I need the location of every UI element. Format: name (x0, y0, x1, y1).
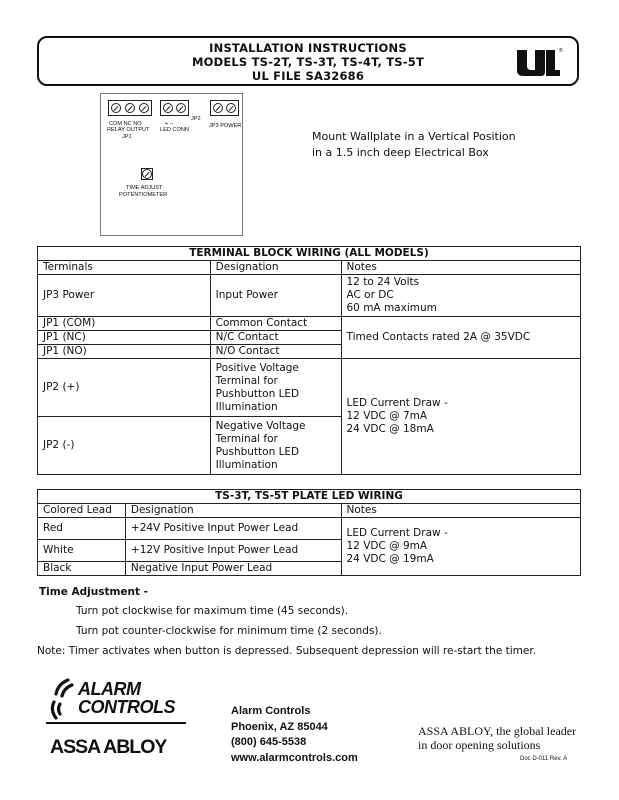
address-company: Alarm Controls (231, 705, 311, 717)
designation-cell: +24V Positive Input Power Lead (125, 518, 341, 540)
designation-cell: Input Power (210, 275, 341, 317)
note-line: AC or DC (346, 289, 394, 301)
designation-cell: +12V Positive Input Power Lead (125, 540, 341, 562)
potentiometer-knob-icon (142, 169, 152, 179)
note-line: 24 VDC @ 18mA (346, 423, 434, 435)
timer-note: Note: Timer activates when button is depressed. Subsequent depression will re-start the timer. (37, 645, 537, 657)
note-line: 12 VDC @ 7mA (346, 410, 428, 422)
led-note-cell (341, 359, 581, 475)
jp3-terminal-block (210, 100, 239, 116)
jp2-label: JP2 (191, 116, 201, 122)
designation-line: Pushbutton LED (215, 387, 300, 400)
designation-line: Positive Voltage (215, 361, 299, 374)
terminal-cell: JP1 (NC) (38, 331, 211, 345)
lead-cell: Black (38, 562, 126, 576)
header-ul-file: UL FILE SA32686 (251, 69, 365, 83)
time-adjustment-line-1: Turn pot clockwise for maximum time (45 seconds). (76, 605, 349, 617)
time-adjustment-line-2: Turn pot counter-clockwise for minimum time (2 seconds). (76, 625, 382, 637)
terminal-table-title: TERMINAL BLOCK WIRING (ALL MODELS) (38, 247, 581, 261)
designation-line: Pushbutton LED (215, 445, 300, 458)
contacts-note-cell: Timed Contacts rated 2A @ 35VDC (341, 317, 581, 359)
led-conn-label: LED CONN (160, 127, 189, 133)
mount-line-1: Mount Wallplate in a Vertical Position (312, 130, 516, 143)
designation-cell: Negative Input Power Lead (125, 562, 341, 576)
alarm-controls-logo (46, 676, 186, 724)
table-row (38, 275, 581, 317)
note-line: 12 to 24 Volts (346, 276, 420, 288)
designation-line: Illumination (215, 458, 278, 471)
designation-cell: N/C Contact (210, 331, 341, 345)
potentiometer (141, 168, 153, 180)
jp3-power-label: JP3 POWER (209, 123, 242, 129)
designation-cell (210, 417, 341, 475)
screw-icon (213, 103, 223, 113)
logo-word-alarm: ALARM (78, 679, 141, 699)
jp1-label: JP1 (122, 134, 132, 140)
address-city: Phoenix, AZ 85044 (231, 720, 328, 733)
header-colored-lead: Colored Lead (38, 504, 126, 518)
address-phone: (800) 645-5538 (231, 736, 307, 748)
lead-cell: Red (38, 518, 126, 540)
jp2-terminal-block (160, 100, 189, 116)
screw-icon (163, 103, 173, 113)
header-designation: Designation (210, 261, 341, 275)
designation-line: Terminal for (215, 432, 278, 445)
time-adjust-label: TIME ADJUST (126, 185, 163, 191)
plate-led-table (37, 489, 581, 576)
plate-table-title: TS-3T, TS-5T PLATE LED WIRING (38, 490, 581, 504)
designation-line: Terminal for (215, 374, 278, 387)
logo-divider (46, 722, 186, 724)
address-website: www.alarmcontrols.com (231, 751, 358, 764)
designation-cell: Common Contact (210, 317, 341, 331)
company-address (231, 704, 358, 766)
header-notes: Notes (341, 261, 581, 275)
table-row (38, 359, 581, 417)
relay-output-label: RELAY OUTPUT (107, 127, 150, 133)
screw-icon (176, 103, 186, 113)
screw-icon (139, 103, 149, 113)
screw-icon (226, 103, 236, 113)
ul-registered-mark: ® (559, 48, 563, 54)
designation-cell: N/O Contact (210, 345, 341, 359)
ul-logo-icon (513, 46, 563, 78)
mount-line-2: in a 1.5 inch deep Electrical Box (312, 146, 489, 159)
screw-icon (111, 103, 121, 113)
screw-icon (125, 103, 135, 113)
led-terminal-labels: + − (165, 121, 174, 127)
logo-word-controls: CONTROLS (78, 697, 175, 717)
header-title: INSTALLATION INSTRUCTIONS (209, 41, 407, 55)
alarm-controls-emblem-icon (46, 676, 80, 722)
relay-terminal-labels: COM NC NO (109, 121, 142, 127)
note-line: LED Current Draw - (346, 397, 448, 409)
designation-cell (210, 359, 341, 417)
header-designation: Designation (125, 504, 341, 518)
potentiometer-label: POTENTIOMETER (119, 192, 168, 198)
terminal-cell: JP1 (COM) (38, 317, 211, 331)
note-line: 12 VDC @ 9mA (346, 540, 428, 552)
notes-cell (341, 275, 581, 317)
document-number: Doc D-011 Rev. A (520, 756, 568, 762)
note-line: 24 VDC @ 19mA (346, 553, 434, 565)
header-models: MODELS TS-2T, TS-3T, TS-4T, TS-5T (191, 55, 425, 69)
terminal-cell: JP3 Power (38, 275, 211, 317)
table-row (38, 518, 581, 540)
header-notes: Notes (341, 504, 581, 518)
slogan-line-2: in door opening solutions (418, 738, 541, 752)
note-line: LED Current Draw - (346, 527, 448, 539)
jp1-terminal-block (108, 100, 152, 116)
terminal-cell: JP1 (NO) (38, 345, 211, 359)
designation-line: Illumination (215, 400, 278, 413)
lead-cell: White (38, 540, 126, 562)
terminal-block-table (37, 246, 581, 475)
plate-note-cell (341, 518, 581, 576)
wallplate-diagram (100, 93, 243, 236)
terminal-cell: JP2 (-) (38, 417, 211, 475)
table-row (38, 317, 581, 331)
time-adjustment-heading: Time Adjustment - (39, 586, 149, 598)
slogan-line-1: ASSA ABLOY, the global leader (418, 724, 577, 738)
header-box (37, 36, 579, 86)
terminal-cell: JP2 (+) (38, 359, 211, 417)
designation-line: Negative Voltage (215, 419, 306, 432)
header-terminals: Terminals (38, 261, 211, 275)
mount-instructions (312, 129, 516, 161)
assa-abloy-slogan (418, 724, 576, 752)
note-line: 60 mA maximum (346, 302, 437, 314)
assa-abloy-logo: ASSA ABLOY (50, 736, 167, 758)
